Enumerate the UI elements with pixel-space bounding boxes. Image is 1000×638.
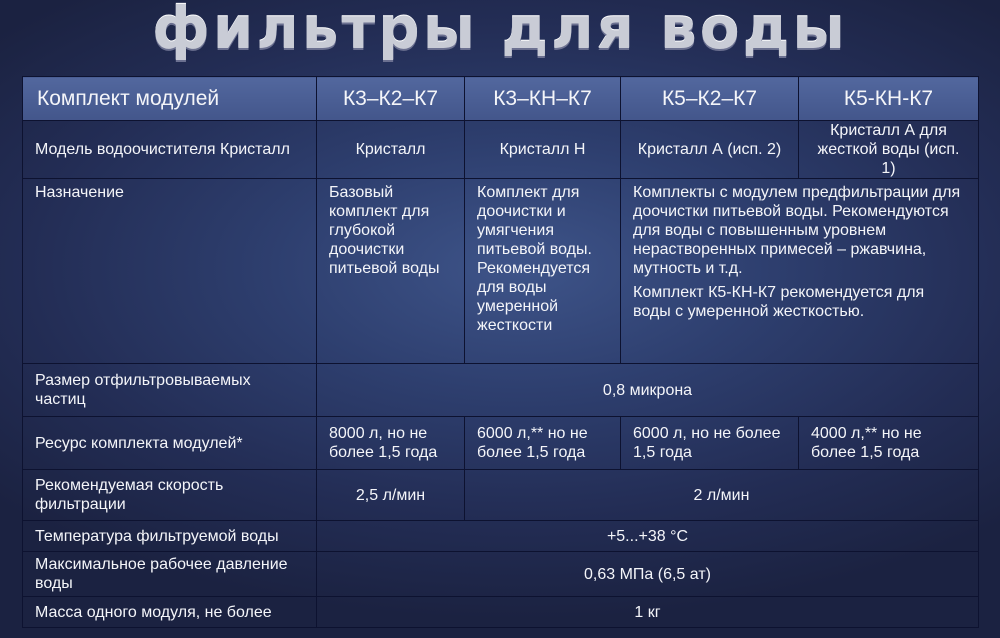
purpose-k5-text-2: Комплект К5-КН-К7 рекомендуется для воды с умеренной жесткостью. [633,284,925,320]
page-title: фильтры для воды [152,0,848,62]
resource-value: 6000 л,** но не более 1,5 года [465,417,621,470]
purpose-k3-kn-k7: Комплект для доочистки и умягчения питьевой воды. Рекомендуется для воды умеренной жесткости [465,179,621,364]
model-value: Кристалл Н [465,121,621,179]
row-model [23,121,979,179]
mass-label: Масса одного модуля, не более [23,597,317,628]
resource-value: 4000 л,** но не более 1,5 года [799,417,979,470]
header-k3-k2-k7: К3–К2–К7 [317,77,465,121]
temperature-value: +5...+38 °С [317,521,979,552]
particle-size-label: Размер отфильтровываемых частиц [23,364,317,417]
resource-value: 8000 л, но не более 1,5 года [317,417,465,470]
temperature-label: Температура фильтруемой воды [23,521,317,552]
resource-value: 6000 л, но не более 1,5 года [621,417,799,470]
resource-label: Ресурс комплекта модулей* [23,417,317,470]
row-mass [23,597,979,628]
mass-value: 1 кг [317,597,979,628]
model-value: Кристалл А для жесткой воды (исп. 1) [799,121,979,179]
model-label: Модель водоочистителя Кристалл [23,121,317,179]
header-k5-k2-k7: К5–К2–К7 [621,77,799,121]
pressure-label: Максимальное рабочее давление воды [23,552,317,597]
speed-label: Рекомендуемая скорость фильтрации [23,470,317,521]
header-k3-kn-k7: К3–КН–К7 [465,77,621,121]
purpose-k3-k2-k7: Базовый комплект для глубокой доочистки питьевой воды [317,179,465,364]
particle-size-value: 0,8 микрона [317,364,979,417]
row-temperature [23,521,979,552]
purpose-label: Назначение [23,179,317,364]
row-purpose [23,179,979,364]
model-value: Кристалл [317,121,465,179]
row-particle-size [23,364,979,417]
row-resource [23,417,979,470]
row-speed [23,470,979,521]
speed-value-rest: 2 л/мин [465,470,979,521]
row-pressure [23,552,979,597]
header-kit: Комплект модулей [23,77,317,121]
header-row [23,77,979,121]
purpose-k5 [621,179,979,364]
speed-value-first: 2,5 л/мин [317,470,465,521]
header-k5-kn-k7: К5-КН-К7 [799,77,979,121]
purpose-k5-text-1: Комплекты с модулем предфильтрации для доочистки питьевой воды. Рекомендуются для воды с повышенным уровнем нерастворенных примесей – ржавчина, мутность и т.д. [633,184,961,277]
specs-table [22,76,979,628]
model-value: Кристалл А (исп. 2) [621,121,799,179]
pressure-value: 0,63 МПа (6,5 ат) [317,552,979,597]
